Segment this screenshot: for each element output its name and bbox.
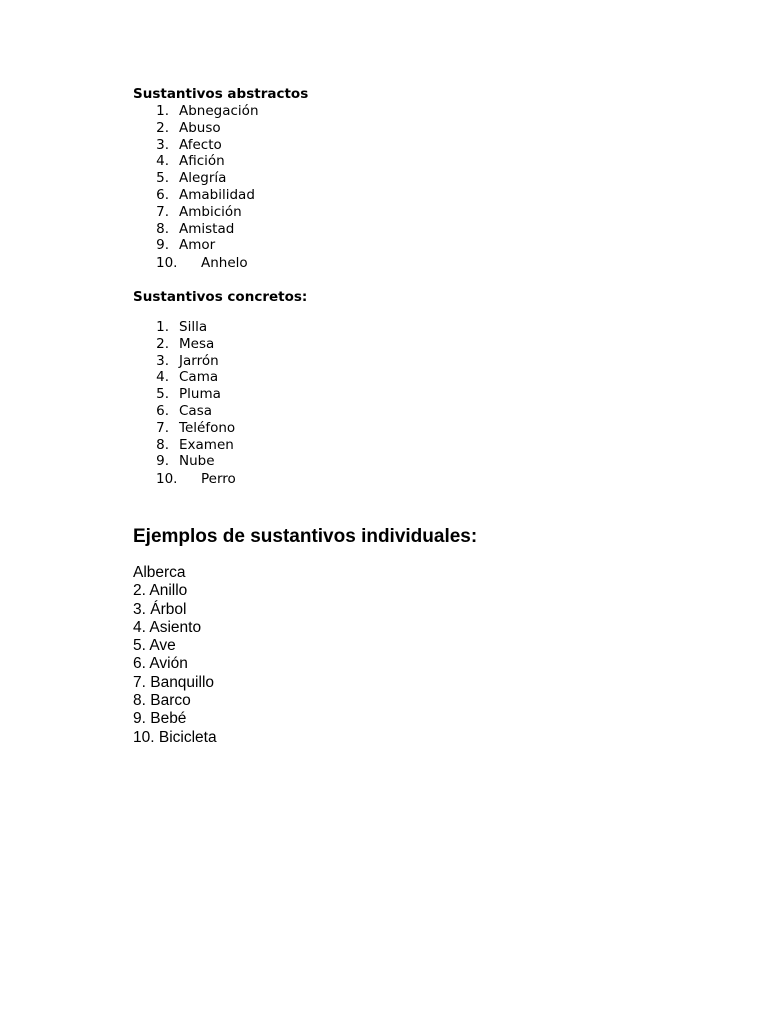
list-number: 8. xyxy=(156,220,169,237)
list-item xyxy=(133,237,433,254)
individual-nouns-heading: Ejemplos de sustantivos individuales: xyxy=(133,526,478,547)
list-item xyxy=(133,453,433,470)
concrete-nouns-heading: Sustantivos concretos: xyxy=(133,289,308,305)
list-item: 7. Banquillo xyxy=(133,673,215,691)
list-number: 8. xyxy=(156,436,169,453)
list-item: 4. Asiento xyxy=(133,618,202,636)
list-number: 1. xyxy=(156,319,169,335)
list-item: 10. Bicicleta xyxy=(133,728,217,746)
list-text: Nube xyxy=(179,453,215,470)
list-text: Alegría xyxy=(179,170,227,187)
list-text: Abnegación xyxy=(179,103,259,119)
list-item xyxy=(133,221,433,238)
list-number: 2. xyxy=(156,119,169,136)
list-text: Jarrón xyxy=(179,352,219,369)
list-text: Abuso xyxy=(179,119,221,136)
list-number: 1. xyxy=(156,103,169,119)
list-item xyxy=(133,137,433,154)
list-number: 7. xyxy=(156,419,169,436)
list-text: Ambición xyxy=(179,203,242,220)
list-text: Amistad xyxy=(179,220,235,237)
list-item xyxy=(133,420,433,437)
abstract-nouns-list xyxy=(133,103,433,272)
list-item: Alberca xyxy=(133,564,186,581)
list-number: 10. xyxy=(156,255,178,272)
list-item xyxy=(133,403,433,420)
list-item xyxy=(133,336,433,353)
list-number: 7. xyxy=(156,203,169,220)
list-number: 3. xyxy=(156,352,169,369)
list-item xyxy=(133,103,433,120)
list-number: 5. xyxy=(156,170,169,187)
concrete-nouns-list xyxy=(133,319,433,488)
list-number: 6. xyxy=(156,402,169,419)
list-item: 9. Bebé xyxy=(133,710,187,728)
list-item: 2. Anillo xyxy=(133,582,188,600)
list-item xyxy=(133,470,433,488)
list-text: Examen xyxy=(179,436,234,453)
list-item xyxy=(133,353,433,370)
list-number: 2. xyxy=(156,335,169,352)
list-text: Amabilidad xyxy=(179,186,255,203)
list-item: 8. Barco xyxy=(133,692,191,710)
list-number: 4. xyxy=(156,369,169,386)
list-item xyxy=(133,153,433,170)
list-item xyxy=(133,254,433,272)
list-item xyxy=(133,204,433,221)
list-text: Silla xyxy=(179,319,208,335)
list-number: 10. xyxy=(156,471,178,488)
list-text: Mesa xyxy=(179,335,215,352)
abstract-nouns-heading: Sustantivos abstractos xyxy=(133,86,309,102)
list-item: 3. Árbol xyxy=(133,600,187,618)
list-text: Pluma xyxy=(179,386,221,403)
individual-nouns-list xyxy=(133,564,217,747)
list-item xyxy=(133,319,433,336)
list-item xyxy=(133,187,433,204)
list-number: 9. xyxy=(156,453,169,470)
list-item: 6. Avión xyxy=(133,655,188,673)
list-item xyxy=(133,120,433,137)
list-text: Amor xyxy=(179,237,216,254)
list-text: Perro xyxy=(201,471,236,488)
list-text: Teléfono xyxy=(179,419,236,436)
list-number: 3. xyxy=(156,136,169,153)
list-item xyxy=(133,437,433,454)
list-number: 6. xyxy=(156,186,169,203)
list-text: Afecto xyxy=(179,136,222,153)
list-number: 5. xyxy=(156,386,169,403)
list-text: Anhelo xyxy=(201,255,248,272)
list-text: Casa xyxy=(179,402,213,419)
list-item xyxy=(133,369,433,386)
list-item: 5. Ave xyxy=(133,637,176,655)
list-text: Afición xyxy=(179,153,225,170)
list-text: Cama xyxy=(179,369,219,386)
list-item xyxy=(133,170,433,187)
list-item xyxy=(133,386,433,403)
list-number: 4. xyxy=(156,153,169,170)
list-number: 9. xyxy=(156,237,169,254)
